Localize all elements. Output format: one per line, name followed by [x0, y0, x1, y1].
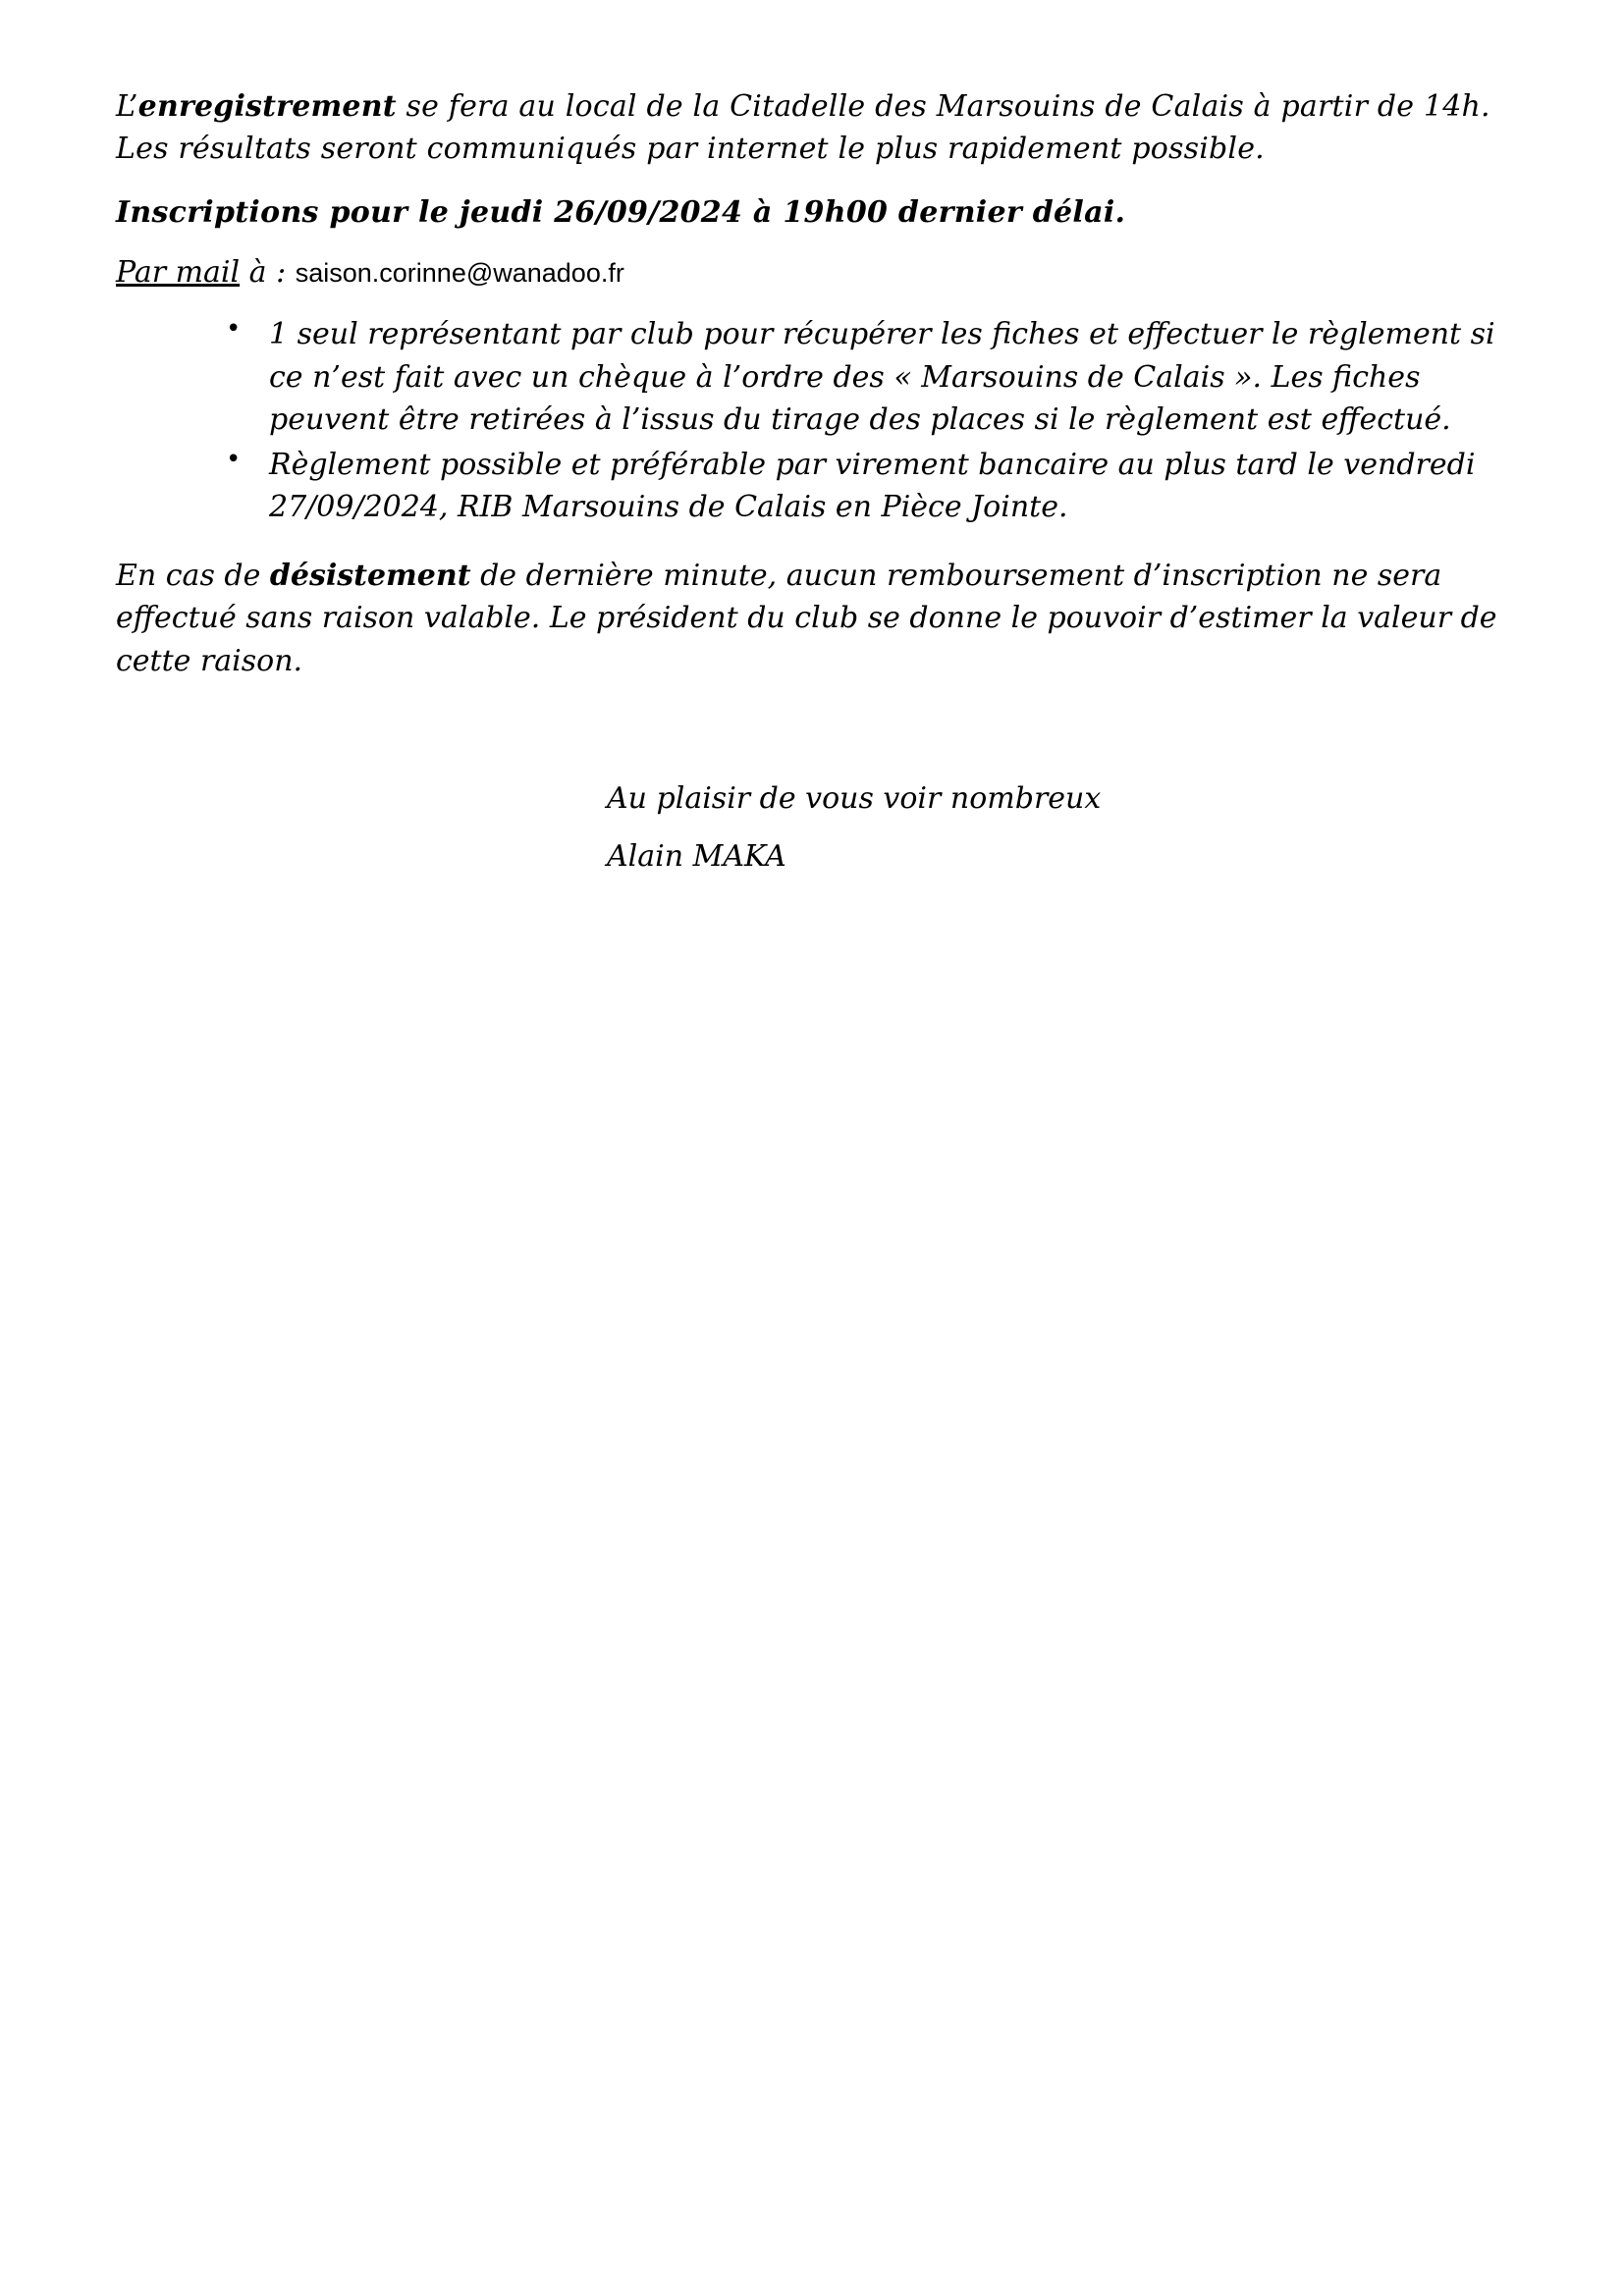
intro-prefix: L’ [116, 89, 138, 124]
closing-signature: Alain MAKA [607, 839, 786, 875]
intro-bold-word: enregistrement [137, 89, 397, 124]
closing-greeting: Au plaisir de vous voir nombreux [607, 781, 1102, 817]
closing-block [116, 776, 1508, 879]
mail-label: Par mail [116, 255, 241, 291]
cancel-prefix: En cas de [116, 558, 270, 593]
mail-separator: à : [240, 255, 296, 291]
paragraph-mail [116, 255, 1508, 290]
bullet-list [116, 313, 1508, 529]
intro-text: se fera au local de la Citadelle des Marsouins de Calais à partir de 14h. Les résultats seront communiqués par internet le plus rapidement possible. [116, 89, 1490, 166]
cancel-bold-word: désistement [269, 558, 471, 593]
paragraph-registration [116, 86, 1508, 170]
page-spacer [116, 892, 1508, 932]
mail-address: saison.corinne@wanadoo.fr [295, 258, 624, 289]
paragraph-cancellation [116, 555, 1508, 683]
cancel-suffix: de dernière minute, aucun remboursement d’inscription ne sera effectué sans raison valable. Le président du club se donne le pouvoir d’estimer la valeur de cette raison. [116, 558, 1497, 678]
list-item: • Règlement possible et préférable par virement bancaire au plus tard le vendredi 27/09/2024, RIB Marsouins de Calais en Pièce Jointe. [226, 444, 1508, 529]
paragraph-deadline: Inscriptions pour le jeudi 26/09/2024 à 19h00 dernier délai. [116, 195, 1126, 231]
list-item: • 1 seul représentant par club pour récupérer les fiches et effectuer le règlement si ce n’est fait avec un chèque à l’ordre des « Marsouins de Calais ». Les fiches peuvent être retirées à l’issus du tirage des places si le règlement est effectué. [226, 313, 1508, 442]
